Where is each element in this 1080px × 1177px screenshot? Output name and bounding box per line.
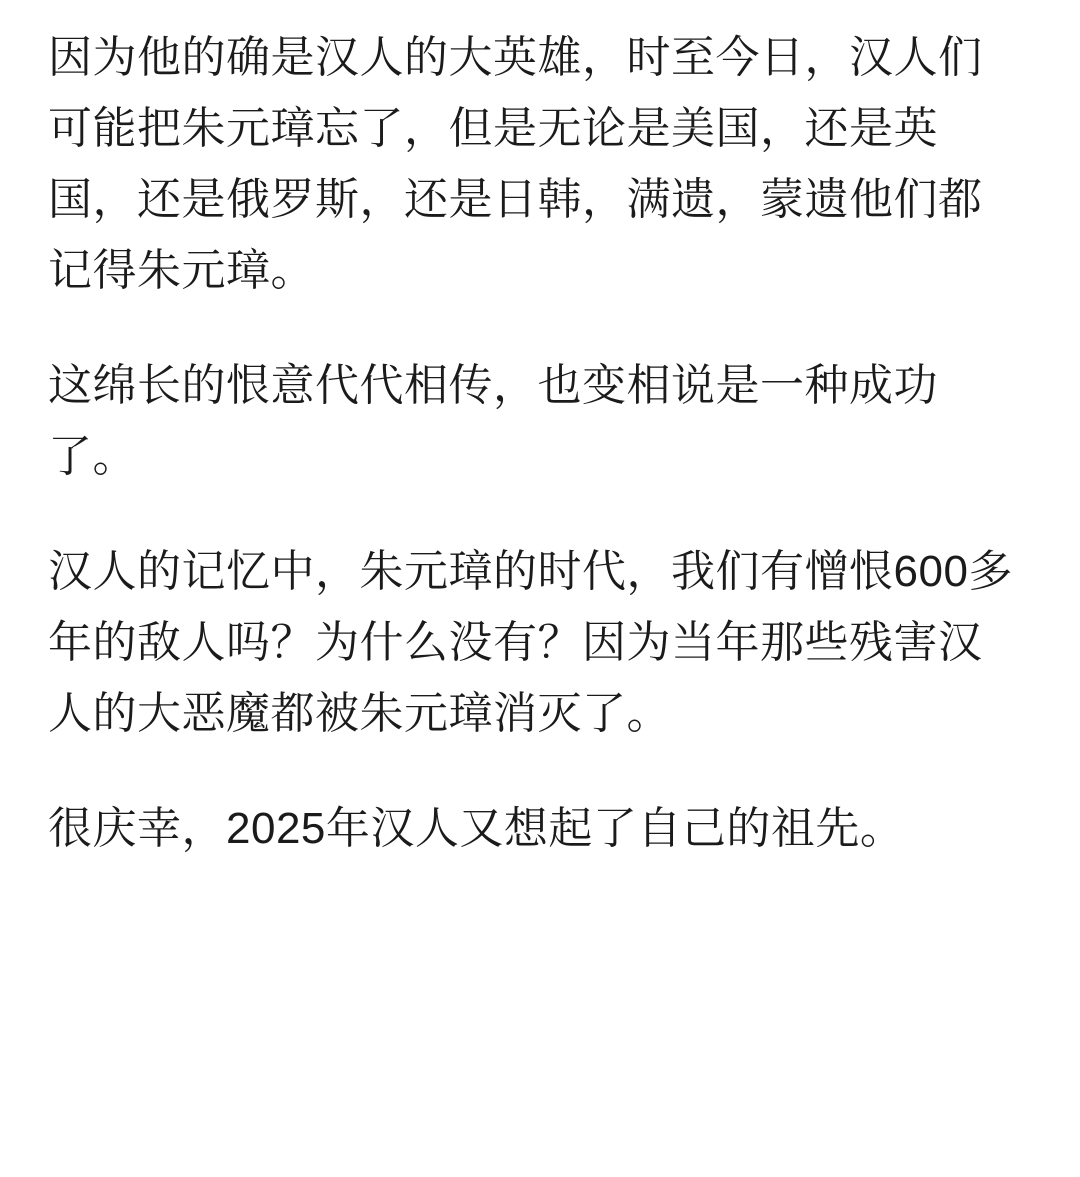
paragraph-3: 汉人的记忆中，朱元璋的时代，我们有憎恨600多年的敌人吗？为什么没有？因为当年那些残害汉人的大恶魔都被朱元璋消灭了。 (48, 547, 1013, 738)
paragraph-4: 很庆幸，2025年汉人又想起了自己的祖先。 (48, 804, 905, 853)
paragraph-1: 因为他的确是汉人的大英雄，时至今日，汉人们可能把朱元璋忘了，但是无论是美国，还是英国，还是俄罗斯，还是日韩，满遗，蒙遗他们都记得朱元璋。 (48, 33, 983, 295)
paragraph-2: 这绵长的恨意代代相传，也变相说是一种成功了。 (48, 361, 938, 481)
